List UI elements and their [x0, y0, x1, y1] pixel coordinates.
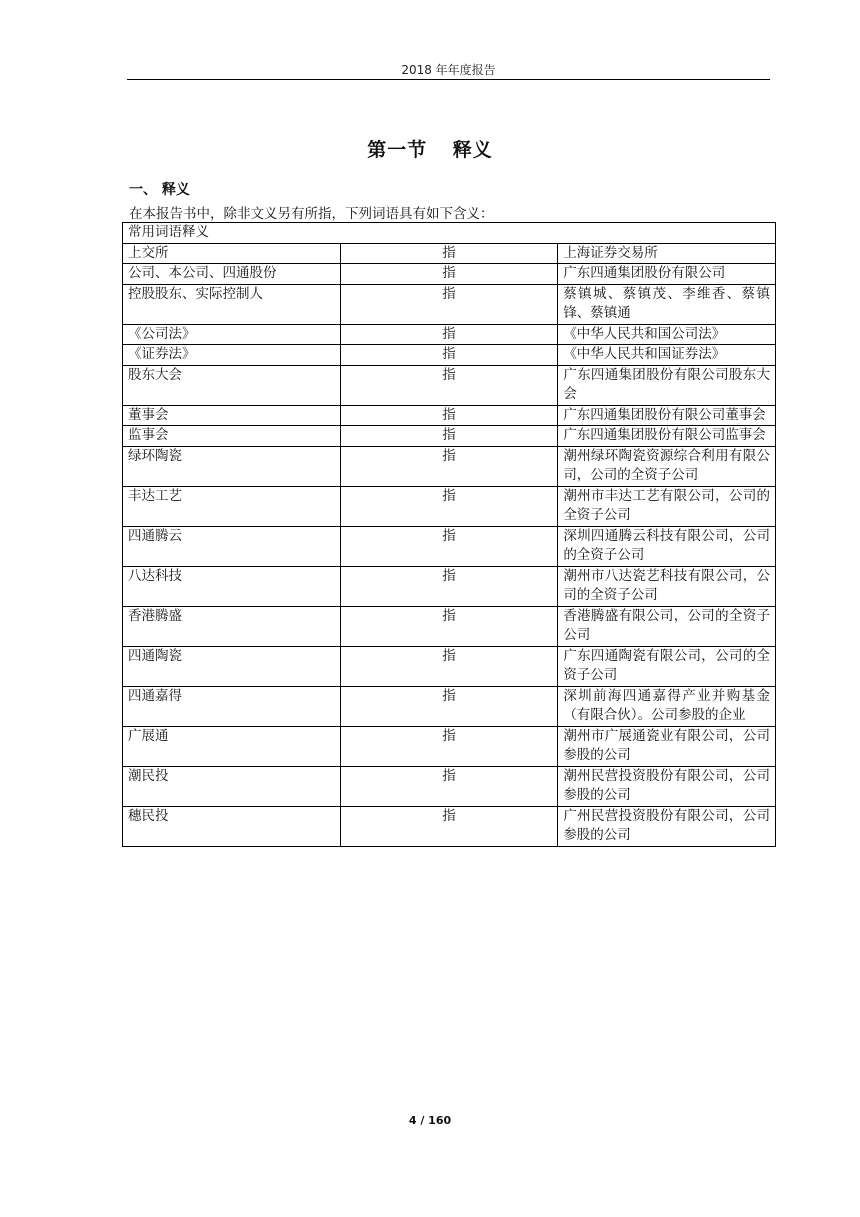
table-row — [123, 686, 776, 726]
refer-cell: 指 — [340, 606, 558, 646]
table-row — [123, 486, 776, 526]
term-cell: 董事会 — [123, 405, 341, 426]
meaning-cell: 上海证券交易所 — [558, 243, 776, 264]
refer-cell: 指 — [340, 345, 558, 366]
meaning-cell: 潮州市广展通瓷业有限公司，公司参股的公司 — [558, 726, 776, 766]
refer-cell: 指 — [340, 405, 558, 426]
table-row — [123, 606, 776, 646]
term-cell: 广展通 — [123, 726, 341, 766]
meaning-cell: 《中华人民共和国证券法》 — [558, 345, 776, 366]
refer-cell: 指 — [340, 726, 558, 766]
table-row — [123, 243, 776, 264]
meaning-cell: 广东四通集团股份有限公司股东大会 — [558, 365, 776, 405]
table-row — [123, 726, 776, 766]
term-cell: 四通嘉得 — [123, 686, 341, 726]
term-cell: 丰达工艺 — [123, 486, 341, 526]
section-heading: 一、 释义 — [129, 182, 190, 198]
refer-cell: 指 — [340, 243, 558, 264]
meaning-cell: 深圳四通腾云科技有限公司，公司的全资子公司 — [558, 526, 776, 566]
term-cell: 公司、本公司、四通股份 — [123, 264, 341, 285]
table-row — [123, 345, 776, 366]
table-caption: 常用词语释义 — [123, 223, 776, 244]
table-caption-row — [123, 223, 776, 244]
table-row — [123, 566, 776, 606]
definitions-table — [122, 222, 776, 847]
term-cell: 上交所 — [123, 243, 341, 264]
meaning-cell: 潮州绿环陶瓷资源综合利用有限公司，公司的全资子公司 — [558, 446, 776, 486]
page-title: 第一节 释义 — [367, 139, 493, 161]
meaning-cell: 潮州市丰达工艺有限公司，公司的全资子公司 — [558, 486, 776, 526]
table-row — [123, 646, 776, 686]
refer-cell: 指 — [340, 264, 558, 285]
refer-cell: 指 — [340, 365, 558, 405]
term-cell: 控股股东、实际控制人 — [123, 284, 341, 324]
term-cell: 《证券法》 — [123, 345, 341, 366]
meaning-cell: 香港腾盛有限公司，公司的全资子公司 — [558, 606, 776, 646]
table-row — [123, 324, 776, 345]
refer-cell: 指 — [340, 766, 558, 806]
term-cell: 《公司法》 — [123, 324, 341, 345]
table-row — [123, 766, 776, 806]
meaning-cell: 《中华人民共和国公司法》 — [558, 324, 776, 345]
refer-cell: 指 — [340, 686, 558, 726]
table-row — [123, 365, 776, 405]
page-number: 4 / 160 — [408, 1114, 452, 1127]
refer-cell: 指 — [340, 446, 558, 486]
meaning-cell: 蔡镇城、蔡镇茂、李维香、蔡镇锋、蔡镇通 — [558, 284, 776, 324]
meaning-cell: 潮州市八达瓷艺科技有限公司，公司的全资子公司 — [558, 566, 776, 606]
intro-text: 在本报告书中，除非文义另有所指，下列词语具有如下含义： — [129, 206, 494, 222]
refer-cell: 指 — [340, 426, 558, 447]
table-row — [123, 405, 776, 426]
table-row — [123, 806, 776, 846]
term-cell: 八达科技 — [123, 566, 341, 606]
term-cell: 香港腾盛 — [123, 606, 341, 646]
refer-cell: 指 — [340, 526, 558, 566]
refer-cell: 指 — [340, 806, 558, 846]
page-header: 2018 年年度报告 — [401, 63, 496, 77]
meaning-cell: 广东四通陶瓷有限公司，公司的全资子公司 — [558, 646, 776, 686]
table-row — [123, 284, 776, 324]
term-cell: 四通陶瓷 — [123, 646, 341, 686]
term-cell: 绿环陶瓷 — [123, 446, 341, 486]
refer-cell: 指 — [340, 284, 558, 324]
meaning-cell: 广州民营投资股份有限公司，公司参股的公司 — [558, 806, 776, 846]
refer-cell: 指 — [340, 646, 558, 686]
refer-cell: 指 — [340, 566, 558, 606]
table-row — [123, 264, 776, 285]
term-cell: 监事会 — [123, 426, 341, 447]
meaning-cell: 广东四通集团股份有限公司董事会 — [558, 405, 776, 426]
table-row — [123, 526, 776, 566]
term-cell: 穗民投 — [123, 806, 341, 846]
table-row — [123, 426, 776, 447]
meaning-cell: 广东四通集团股份有限公司 — [558, 264, 776, 285]
refer-cell: 指 — [340, 324, 558, 345]
header-divider — [127, 79, 770, 80]
term-cell: 四通腾云 — [123, 526, 341, 566]
term-cell: 潮民投 — [123, 766, 341, 806]
meaning-cell: 深圳前海四通嘉得产业并购基金（有限合伙）。公司参股的企业 — [558, 686, 776, 726]
table-row — [123, 446, 776, 486]
meaning-cell: 广东四通集团股份有限公司监事会 — [558, 426, 776, 447]
refer-cell: 指 — [340, 486, 558, 526]
term-cell: 股东大会 — [123, 365, 341, 405]
meaning-cell: 潮州民营投资股份有限公司，公司参股的公司 — [558, 766, 776, 806]
